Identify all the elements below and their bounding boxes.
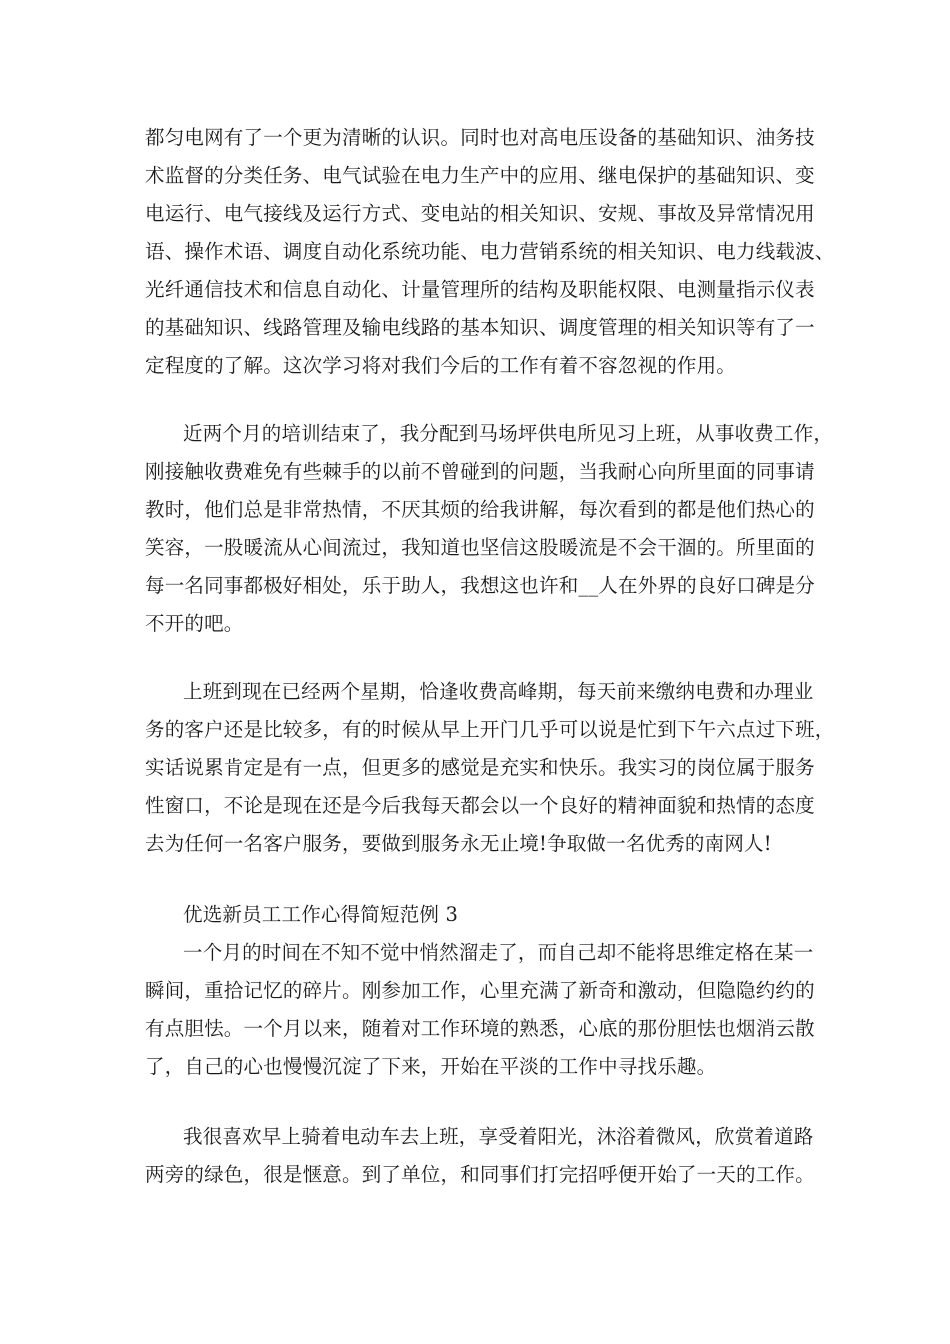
text-line: 每一名同事都极好相处，乐于助人，我想这也许和__人在外界的良好口碑是分 bbox=[145, 574, 816, 597]
text-line: 教时，他们总是非常热情，不厌其烦的给我讲解，每次看到的都是他们热心的 bbox=[145, 498, 815, 521]
text-line: 不开的吧。 bbox=[145, 612, 244, 635]
text-line: 电运行、电气接线及运行方式、变电站的相关知识、安规、事故及异常情况用 bbox=[145, 202, 815, 225]
text-line: 瞬间，重拾记忆的碎片。刚参加工作，心里充满了新奇和激动，但隐隐约约的 bbox=[145, 979, 815, 1002]
text-line: 的基础知识、线路管理及输电线路的基本知识、调度管理的相关知识等有了一 bbox=[145, 316, 815, 339]
text-line: 实话说累肯定是有一点，但更多的感觉是充实和快乐。我实习的岗位属于服务 bbox=[145, 756, 815, 779]
text-line: 去为任何一名客户服务，要做到服务永无止境!争取做一名优秀的南网人! bbox=[145, 832, 772, 855]
text-line: 我很喜欢早上骑着电动车去上班，享受着阳光，沐浴着微风，欣赏着道路 bbox=[183, 1125, 814, 1148]
text-line: 有点胆怯。一个月以来，随着对工作环境的熟悉，心底的那份胆怯也烟消云散 bbox=[145, 1017, 815, 1040]
text-line: 近两个月的培训结束了，我分配到马场坪供电所见习上班，从事收费工作， bbox=[183, 422, 834, 445]
text-line: 一个月的时间在不知不觉中悄然溜走了，而自己却不能将思维定格在某一 bbox=[183, 941, 814, 964]
text-line: 务的客户还是比较多，有的时候从早上开门几乎可以说是忙到下午六点过下班， bbox=[145, 718, 835, 741]
text-line: 了，自己的心也慢慢沉淀了下来，开始在平淡的工作中寻找乐趣。 bbox=[145, 1055, 717, 1078]
text-line: 刚接触收费难免有些棘手的以前不曾碰到的问题，当我耐心向所里面的同事请 bbox=[145, 460, 815, 483]
text-line: 语、操作术语、调度自动化系统功能、电力营销系统的相关知识、电力线载波、 bbox=[145, 240, 835, 263]
text-line: 都匀电网有了一个更为清晰的认识。同时也对高电压设备的基础知识、油务技 bbox=[145, 126, 815, 149]
text-line: 两旁的绿色，很是惬意。到了单位，和同事们打完招呼便开始了一天的工作。 bbox=[145, 1163, 815, 1186]
text-line: 笑容，一股暖流从心间流过，我知道也坚信这股暖流是不会干涸的。所里面的 bbox=[145, 536, 815, 559]
text-line: 上班到现在已经两个星期，恰逢收费高峰期，每天前来缴纳电费和办理业 bbox=[183, 680, 814, 703]
text-line: 性窗口，不论是现在还是今后我每天都会以一个良好的精神面貌和热情的态度 bbox=[145, 794, 815, 817]
section-heading: 优选新员工工作心得简短范例 3 bbox=[183, 903, 459, 926]
text-line: 光纤通信技术和信息自动化、计量管理所的结构及职能权限、电测量指示仪表 bbox=[145, 278, 815, 301]
text-line: 定程度的了解。这次学习将对我们今后的工作有着不容忽视的作用。 bbox=[145, 354, 737, 377]
text-line: 术监督的分类任务、电气试验在电力生产中的应用、继电保护的基础知识、变 bbox=[145, 164, 815, 187]
